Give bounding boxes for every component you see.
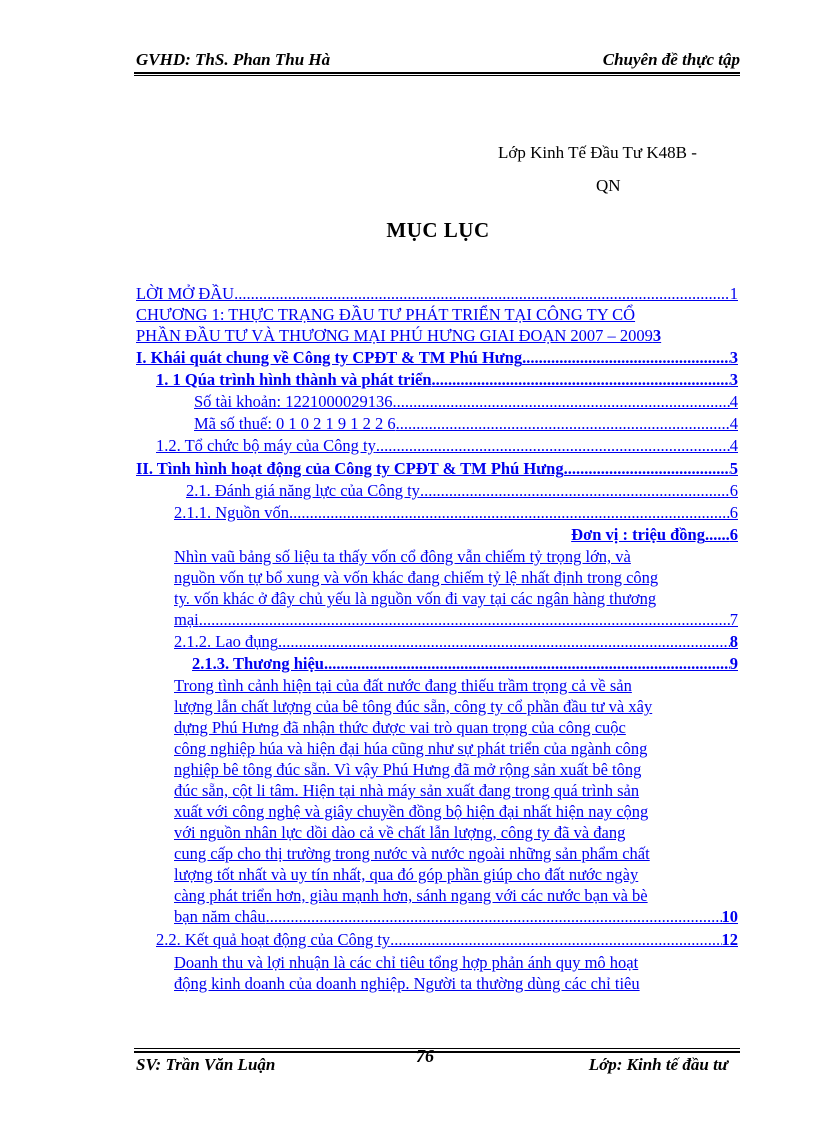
- toc-entry-page: 10: [721, 907, 738, 926]
- toc-entry-paragraph[interactable]: Doanh thu và lợi nhuận là các chỉ tiêu tổng hợp phản ánh quy mô hoạt: [174, 953, 639, 972]
- toc-entry-page: 3: [729, 348, 738, 367]
- toc-entry-chapter-1-cont[interactable]: [136, 325, 752, 346]
- toc-entry-paragraph[interactable]: cung cấp cho thị trường trong nước và nước ngoài những sản phẩm chất: [174, 844, 650, 863]
- toc-entry-chapter-1[interactable]: CHƯƠNG 1: THỰC TRẠNG ĐẦU TƯ PHÁT TRIỂN TẠI CÔNG TY CỔ: [136, 305, 636, 324]
- toc-entry-paragraph[interactable]: động kinh doanh của doanh nghiệp. Người ta thường dùng các chỉ tiêu: [174, 974, 640, 993]
- toc-entry-text: 2.1.1. Nguồn vốn: [174, 503, 290, 522]
- toc-entry-text: 2.1.2. Lao đụng: [174, 632, 279, 651]
- toc-entry-paragraph[interactable]: Nhìn vaũ bảng số liệu ta thấy vốn cổ đông vẫn chiếm tỷ trọng lớn, và: [174, 547, 631, 566]
- class-line: Lớp Kinh Tế Đầu Tư K48B -: [498, 143, 697, 162]
- toc-entry-text: Mã số thuế: 0 1 0 2 1 9 1 2 2 6: [194, 414, 396, 433]
- toc-entry-page: 6: [729, 525, 738, 544]
- toc-entry-paragraph[interactable]: nguồn vốn tự bổ xung và vốn khác đang chiếm tỷ lệ nhất định trong công: [174, 568, 659, 587]
- toc-entry-paragraph[interactable]: dựng Phú Hưng đã nhận thức được vai trò quan trọng của công cuộc: [174, 718, 626, 737]
- toc-entry-intro[interactable]: [136, 283, 738, 304]
- toc-entry-text: bạn năm châu: [174, 907, 266, 926]
- header-report-type: Chuyên đề thực tập: [602, 50, 740, 69]
- toc-entry-page: 4: [729, 414, 738, 433]
- toc-entry-text: II. Tình hình hoạt động của Công ty CPĐT & TM Phú Hưng: [136, 459, 564, 478]
- toc-entry-page: 4: [729, 392, 738, 411]
- toc-entry-paragraph[interactable]: càng phát triển hơn, giàu mạnh hơn, sánh ngang với các nước bạn và bè: [174, 886, 648, 905]
- toc-entry-text: Đơn vị : triệu đồng: [571, 525, 705, 544]
- toc-entry-paragraph-end[interactable]: [174, 609, 738, 630]
- toc-entry-unit[interactable]: Đơn vị : triệu đồng......6: [571, 525, 738, 544]
- toc-entry-page: 3: [729, 370, 738, 389]
- footer-rule-thin: [134, 1048, 740, 1049]
- toc-entry-text: 2.2. Kết quả hoạt động của Công ty: [156, 930, 391, 949]
- toc-entry-2-1-1[interactable]: [174, 502, 738, 523]
- footer-rule: [134, 1051, 740, 1053]
- toc-entry-tax-code[interactable]: [194, 413, 738, 434]
- toc-entry-2-2[interactable]: [156, 929, 738, 950]
- toc-entry-text: 2.1. Đánh giá năng lực của Công ty: [186, 481, 420, 500]
- footer-student: SV: Trần Văn Luận: [136, 1055, 276, 1074]
- toc-entry-paragraph[interactable]: lượng tốt nhất và uy tín nhất, qua đó góp phần giúp cho đất nước ngày: [174, 865, 639, 884]
- toc-entry-1-2[interactable]: [156, 435, 738, 456]
- header-advisor: GVHD: ThS. Phan Thu Hà: [136, 50, 331, 69]
- toc-entry-text: mại: [174, 610, 199, 629]
- page-number: 76: [416, 1046, 434, 1066]
- toc-title: MỤC LỤC: [386, 218, 490, 242]
- toc-entry-1-1[interactable]: [156, 369, 738, 390]
- toc-entry-page: 7: [729, 610, 738, 629]
- toc-entry-paragraph[interactable]: với nguồn nhân lực dồi dào cả về chất lẫn lượng, công ty đã và đang: [174, 823, 626, 842]
- toc-entry-text: Số tài khoản: 1221000029136: [194, 392, 393, 411]
- toc-entry-2-1-2[interactable]: [174, 631, 738, 652]
- toc-entry-page: 3: [652, 326, 662, 345]
- toc-entry-paragraph[interactable]: ty. vốn khác ở đây chủ yếu là nguồn vốn đi vay tại các ngân hàng thương: [174, 589, 657, 608]
- toc-entry-paragraph[interactable]: xuất với công nghệ và giây chuyền đồng bộ hiện đại nhất hiện nay cộng: [174, 802, 649, 821]
- toc-entry-page: 6: [729, 481, 738, 500]
- toc-entry-text: 1.2. Tổ chức bộ máy của Công ty: [156, 436, 376, 455]
- toc-entry-2-1[interactable]: [156, 480, 738, 501]
- class-line-continued: QN: [596, 176, 621, 195]
- toc-entry-page: 5: [729, 459, 738, 478]
- toc-entry-page: 6: [729, 503, 738, 522]
- toc-entry-page: 8: [729, 632, 738, 651]
- toc-entry-text: PHẦN ĐẦU TƯ VÀ THƯƠNG MẠI PHÚ HƯNG GIAI ĐOẠN 2007 – 2009: [136, 326, 653, 345]
- toc-entry-account-number[interactable]: [194, 391, 738, 412]
- toc-entry-paragraph-end[interactable]: [174, 906, 738, 927]
- toc-entry-page: 4: [729, 436, 738, 455]
- footer-class: Lớp: Kinh tế đầu tư: [588, 1055, 728, 1074]
- toc-entry-text: 1. 1 Qúa trình hình thành và phát triển: [156, 370, 432, 389]
- toc-entry-text: 2.1.3. Thương hiệu: [192, 654, 324, 673]
- toc-entry-page: 1: [729, 284, 738, 303]
- toc-entry-paragraph[interactable]: công nghiệp húa và hiện đại húa cũng như sự phát triển của ngành công: [174, 739, 648, 758]
- toc-entry-section-1[interactable]: [136, 347, 738, 368]
- toc-entry-page: 9: [729, 654, 738, 673]
- toc-entry-2-1-3[interactable]: [192, 653, 738, 674]
- toc-entry-text: LỜI MỞ ĐẦU: [136, 284, 235, 303]
- toc-entry-page: 12: [721, 930, 738, 949]
- toc-entry-paragraph[interactable]: Trong tình cảnh hiện tại của đất nước đang thiếu trầm trọng cả về sản: [174, 676, 632, 695]
- toc-entry-paragraph[interactable]: đúc sẵn, cột li tâm. Hiện tại nhà máy sản xuất đang trong quá trình sản: [174, 781, 640, 800]
- toc-entry-text: I. Khái quát chung về Công ty CPĐT & TM Phú Hưng: [136, 348, 523, 367]
- toc-entry-paragraph[interactable]: nghiệp bê tông đúc sẵn. Vì vậy Phú Hưng đã mở rộng sản xuất bê tông: [174, 760, 642, 779]
- toc-entry-section-2[interactable]: [136, 458, 738, 479]
- toc-entry-paragraph[interactable]: lượng lẫn chất lượng của bê tông đúc sẵn, công ty cổ phần đầu tư và xây: [174, 697, 653, 716]
